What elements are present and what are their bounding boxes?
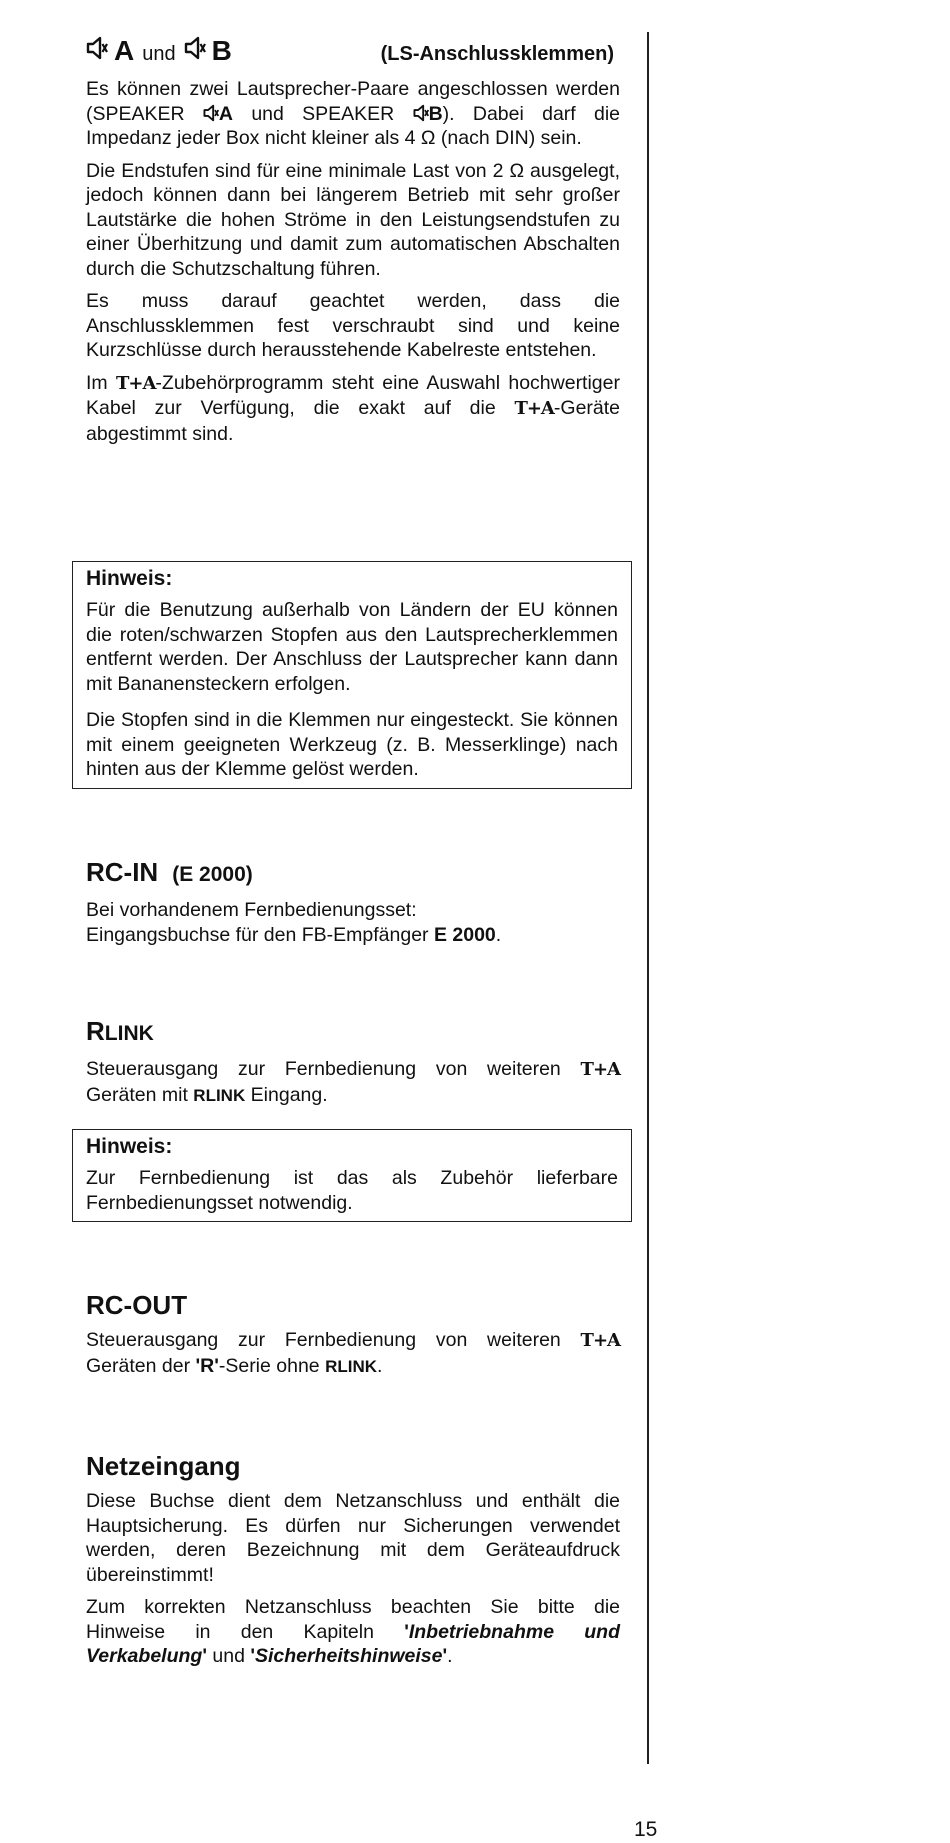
rlink-section	[86, 1016, 620, 1108]
rlink-title	[86, 1016, 620, 1049]
speaker-heading-subtitle: (LS-Anschlussklemmen)	[380, 43, 614, 65]
rc-in-text	[86, 898, 620, 947]
speaker-terminals-section	[86, 34, 620, 446]
chapter-ref-inbetriebnahme: Inbetriebnahme und Verkabelung	[86, 1620, 620, 1667]
speaker-paragraph-1	[86, 77, 620, 151]
note-title: Hinweis:	[86, 1135, 173, 1158]
note-title: Hinweis:	[86, 567, 173, 590]
p1-bold-b: B	[428, 102, 443, 125]
rc-in-heading: RC-IN	[86, 857, 159, 887]
rc-in-line-2: Eingangsbuchse für den FB-Empfänger	[86, 923, 429, 946]
rlink-text-a: Steuerausgang zur Fernbedienung von weiteren	[86, 1058, 561, 1080]
rc-in-period: .	[495, 923, 502, 946]
note-paragraph-2: Die Stopfen sind in die Klemmen nur eingesteckt. Sie können mit einem geeigneten Werkzeug (z. B. Messerklinge) nach hinten aus der Klemme gelöst werden.	[86, 709, 618, 780]
speaker-a-label: A	[114, 35, 135, 66]
brand-logo: T+A	[580, 1330, 620, 1351]
rlink-text-b: Geräten mit	[86, 1083, 188, 1106]
rc-in-section	[86, 857, 620, 947]
page-number: 15	[634, 1818, 658, 1841]
rc-out-section	[86, 1290, 620, 1379]
column-divider	[647, 32, 649, 1764]
p4-text-b: -Zubehörprogramm steht eine Auswahl hochwertiger Kabel zur Verfügung, die exakt auf die	[86, 371, 620, 419]
note-paragraph-1: Für die Benutzung außerhalb von Ländern der EU können die roten/schwarzen Stopfen aus den Lautsprecherklemmen entfernt werden. Der Anschluss der Lautsprecher kann dann mit Bananensteckern erfolgen.	[86, 599, 618, 695]
brand-logo: T+A	[115, 372, 156, 394]
netz-text-b: und	[212, 1645, 245, 1667]
rlink-bold: RLINK	[193, 1085, 246, 1105]
speaker-icon	[184, 36, 206, 60]
rc-out-title: RC-OUT	[86, 1290, 188, 1320]
rc-out-series: 'R'	[195, 1354, 219, 1377]
rc-in-model: E 2000	[433, 923, 496, 946]
netzeingang-section	[86, 1451, 620, 1669]
p4-text-a: Im	[86, 371, 108, 394]
p1-text-a: Es können zwei Lautsprecher-Paare angeschlossen werden (SPEAKER	[86, 78, 620, 125]
note-paragraph-1: Zur Fernbedienung ist das als Zubehör lieferbare Fernbedienungsset notwendig.	[86, 1167, 618, 1214]
speaker-b-label: B	[211, 35, 232, 66]
rc-out-text-b: Geräten der	[86, 1354, 191, 1377]
netzeingang-title: Netzeingang	[86, 1451, 241, 1481]
rc-in-title	[86, 857, 620, 890]
speaker-paragraph-3: Es muss darauf geachtet werden, dass die Anschlussklemmen fest verschraubt sind und keine Kurzschlüsse durch herausstehende Kabelreste entstehen.	[86, 290, 620, 361]
note-box-speaker	[72, 561, 632, 789]
und-word: und	[142, 43, 176, 65]
rlink-heading-r: R	[86, 1016, 105, 1046]
netzeingang-paragraph-1: Diese Buchse dient dem Netzanschluss und enthält die Hauptsicherung. Es dürfen nur Sicherungen verwendet werden, deren Bezeichnung mit dem Geräteaufdruck übereinstimmt!	[86, 1490, 620, 1586]
p4-text-c: -Geräte abgestimmt sind.	[86, 397, 621, 445]
speaker-paragraph-2: Die Endstufen sind für eine minimale Last von 2 Ω ausgelegt, jedoch können dann bei längerem Betrieb mit sehr großer Lautstärke die hohen Ströme in den Leistungsendstufen zu einer Überhitzung und damit zum automatischen Abschalten durch die Schutzschaltung führen.	[86, 159, 620, 280]
speaker-icon	[413, 104, 429, 122]
chapter-ref-sicherheit: Sicherheitshinweise	[255, 1645, 443, 1667]
rc-out-text-a: Steuerausgang zur Fernbedienung von weiteren	[86, 1329, 561, 1351]
p1-text-b: und SPEAKER	[251, 102, 395, 125]
rc-out-text-c: -Serie ohne	[218, 1354, 320, 1377]
rlink-text-c: Eingang.	[250, 1083, 328, 1106]
rc-in-subtitle: (E 2000)	[172, 863, 253, 886]
netz-period: .	[447, 1645, 453, 1667]
speaker-icon	[86, 36, 108, 60]
brand-logo: T+A	[514, 398, 554, 419]
brand-logo: T+A	[580, 1059, 620, 1080]
rc-out-text	[86, 1328, 620, 1379]
rlink-text	[86, 1057, 620, 1108]
rc-in-line-1: Bei vorhandenem Fernbedienungsset:	[86, 899, 417, 921]
rc-out-period: .	[377, 1354, 383, 1377]
netzeingang-paragraph-2: Zum korrekten Netzanschluss beachten Sie bitte die Hinweise in den Kapiteln 'Inbetriebnahme und Verkabelung' und 'Sicherheitshinweise'.	[86, 1596, 620, 1667]
p1-bold-a: A	[218, 102, 234, 125]
rc-out-bold: RLINK	[325, 1356, 378, 1376]
rlink-heading-rest: LINK	[104, 1022, 154, 1045]
note-box-rlink	[72, 1129, 632, 1222]
netz-text-a: Zum korrekten Netzanschluss beachten Sie bitte die Hinweise in den Kapiteln	[86, 1596, 620, 1643]
speaker-paragraph-4	[86, 371, 620, 447]
speaker-icon	[203, 104, 219, 122]
speaker-heading	[86, 34, 620, 71]
p1-text-c: ). Dabei darf die Impedanz jeder Box nicht kleiner als 4 Ω (nach DIN) sein.	[86, 102, 621, 149]
